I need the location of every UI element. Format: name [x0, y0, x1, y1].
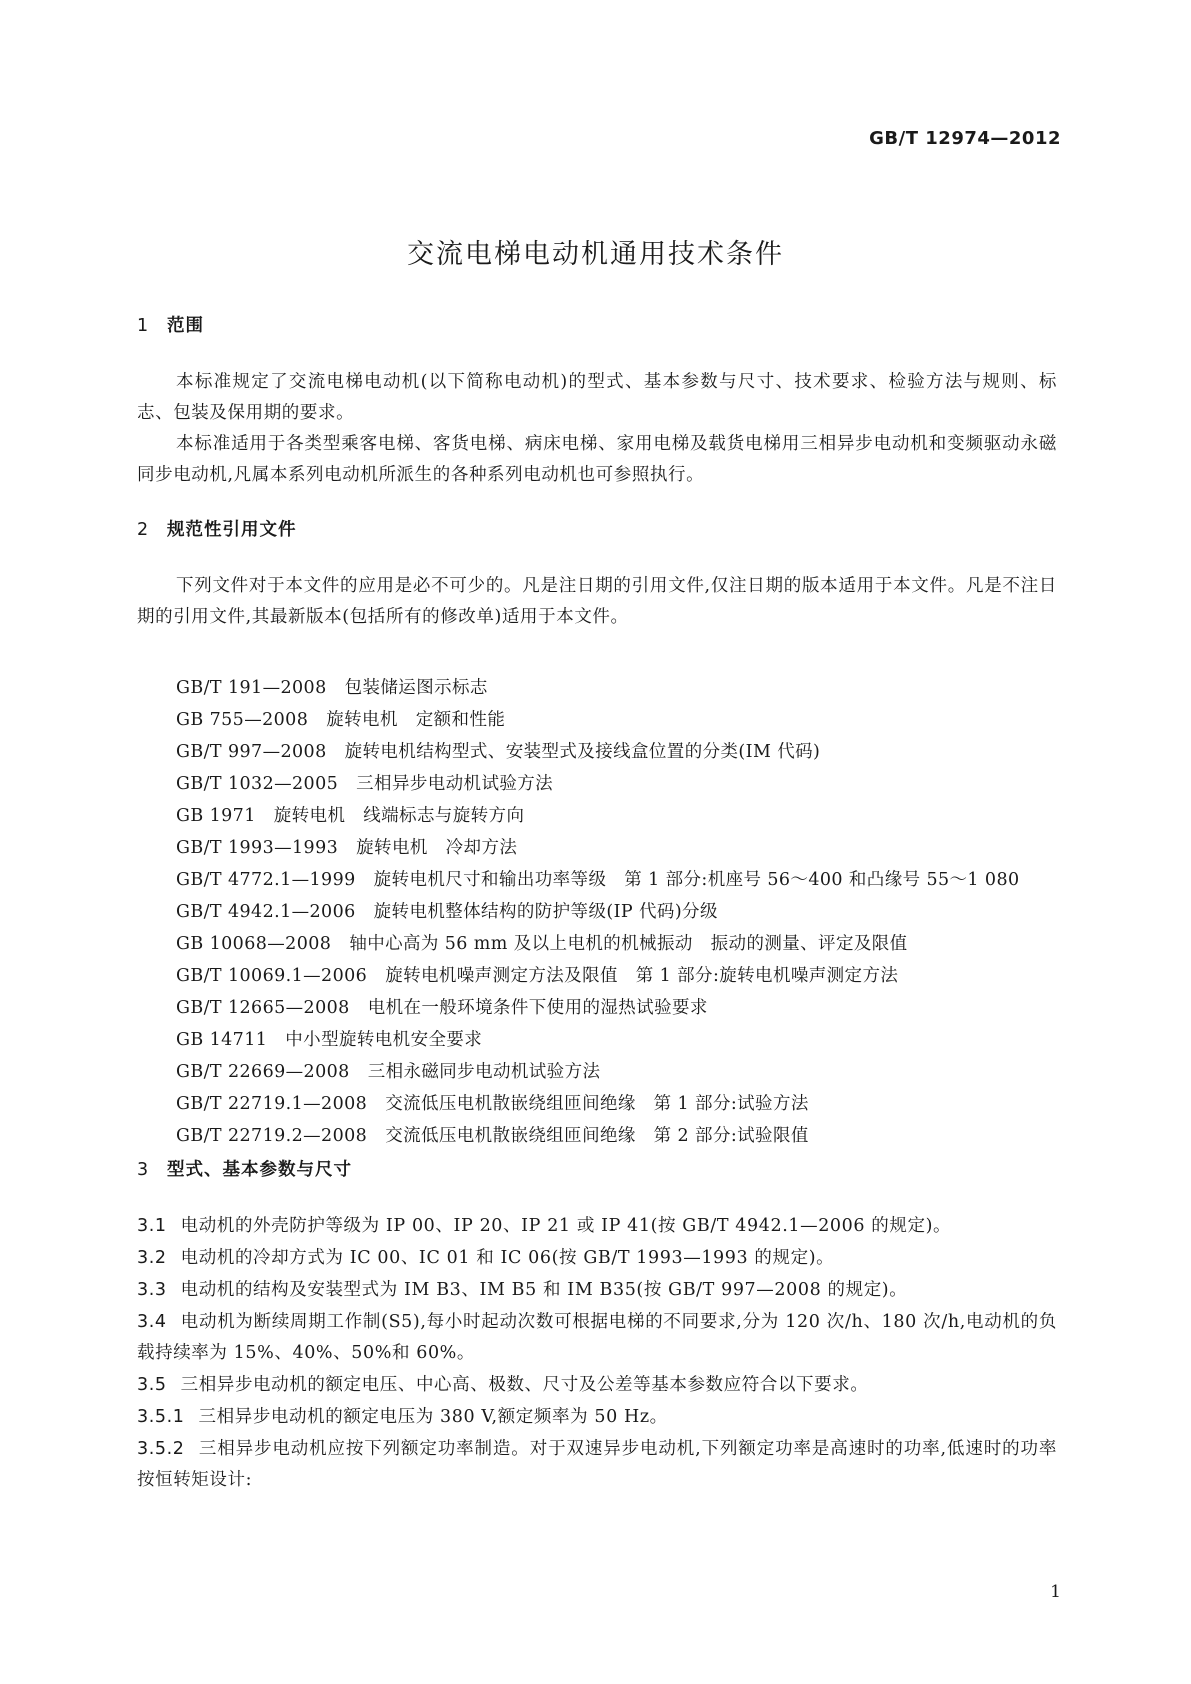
reference-item	[176, 1056, 1020, 1088]
clause-text: 三相异步电动机应按下列额定功率制造。对于双速异步电动机,下列额定功率是高速时的功率,低速时的功率按恒转矩设计:	[137, 1439, 1057, 1490]
clause-number: 3.5	[137, 1375, 167, 1395]
scope-paragraph-2: 本标准适用于各类型乘客电梯、客货电梯、病床电梯、家用电梯及载货电梯用三相异步电动机和变频驱动永磁同步电动机,凡属本系列电动机所派生的各种系列电动机也可参照执行。	[137, 434, 1057, 485]
reference-item	[176, 1120, 1020, 1152]
reference-title: 三相永磁同步电动机试验方法	[367, 1062, 601, 1082]
clause-3-5	[137, 1370, 1057, 1401]
clause-number: 3.4	[137, 1312, 167, 1332]
reference-title: 旋转电机尺寸和输出功率等级 第 1 部分:机座号 56～400 和凸缘号 55～1 080	[373, 870, 1020, 890]
reference-code: GB/T 22669—2008	[176, 1062, 350, 1082]
reference-code: GB 755—2008	[176, 710, 309, 730]
reference-title: 旋转电机 定额和性能	[326, 710, 506, 730]
reference-item	[176, 992, 1020, 1024]
section-title: 范围	[167, 316, 204, 336]
scope-paragraph-1: 本标准规定了交流电梯电动机(以下简称电动机)的型式、基本参数与尺寸、技术要求、检验方法与规则、标志、包装及保用期的要求。	[137, 372, 1057, 423]
reference-code: GB/T 10069.1—2006	[176, 966, 368, 986]
clause-number: 3.2	[137, 1248, 167, 1268]
reference-code: GB/T 22719.1—2008	[176, 1094, 368, 1114]
clause-3-2	[137, 1243, 1057, 1274]
section-number: 1	[137, 316, 150, 336]
reference-code: GB/T 4772.1—1999	[176, 870, 356, 890]
clause-3-3	[137, 1275, 1057, 1306]
reference-title: 旋转电机噪声测定方法及限值 第 1 部分:旋转电机噪声测定方法	[385, 966, 899, 986]
reference-item	[176, 896, 1020, 928]
clause-3-5-1	[137, 1402, 1057, 1433]
document-title: 交流电梯电动机通用技术条件	[407, 239, 784, 270]
reference-item	[176, 864, 1020, 896]
reference-code: GB 14711	[176, 1030, 268, 1050]
section-number: 2	[137, 520, 150, 540]
section-title: 型式、基本参数与尺寸	[167, 1160, 352, 1180]
clause-text: 电动机为断续周期工作制(S5),每小时起动次数可根据电梯的不同要求,分为 120 次/h、180 次/h,电动机的负载持续率为 15%、40%、50%和 60%。	[137, 1312, 1057, 1363]
reference-code: GB/T 1032—2005	[176, 774, 339, 794]
clause-number: 3.3	[137, 1280, 167, 1300]
reference-code: GB/T 4942.1—2006	[176, 902, 356, 922]
clause-text: 三相异步电动机的额定电压为 380 V,额定频率为 50 Hz。	[198, 1407, 668, 1427]
reference-item	[176, 768, 1020, 800]
clause-text: 三相异步电动机的额定电压、中心高、极数、尺寸及公差等基本参数应符合以下要求。	[180, 1375, 869, 1395]
reference-title: 交流低压电机散嵌绕组匝间绝缘 第 1 部分:试验方法	[385, 1094, 809, 1114]
reference-code: GB 1971	[176, 806, 256, 826]
section-heading-normative-references	[137, 516, 297, 541]
reference-title: 轴中心高为 56 mm 及以上电机的机械振动 振动的测量、评定及限值	[349, 934, 908, 954]
section-title: 规范性引用文件	[167, 520, 297, 540]
reference-item	[176, 800, 1020, 832]
reference-title: 包装储运图示标志	[344, 678, 488, 698]
reference-code: GB/T 12665—2008	[176, 998, 350, 1018]
reference-title: 旋转电机整体结构的防护等级(IP 代码)分级	[373, 902, 718, 922]
section-number: 3	[137, 1160, 150, 1180]
reference-code: GB 10068—2008	[176, 934, 332, 954]
clause-text: 电动机的冷却方式为 IC 00、IC 01 和 IC 06(按 GB/T 1993—1993 的规定)。	[180, 1248, 835, 1268]
reference-title: 中小型旋转电机安全要求	[285, 1030, 483, 1050]
clause-3-1	[137, 1211, 1057, 1242]
reference-item	[176, 704, 1020, 736]
clause-3-4	[137, 1307, 1057, 1369]
clause-3-5-2	[137, 1434, 1057, 1496]
reference-code: GB/T 22719.2—2008	[176, 1126, 368, 1146]
reference-item	[176, 1088, 1020, 1120]
document-code: GB/T 12974—2012	[869, 128, 1061, 149]
reference-title: 旋转电机 冷却方法	[356, 838, 518, 858]
reference-list	[176, 672, 1020, 1152]
reference-title: 旋转电机结构型式、安装型式及接线盒位置的分类(IM 代码)	[344, 742, 821, 762]
reference-item	[176, 928, 1020, 960]
reference-title: 旋转电机 线端标志与旋转方向	[273, 806, 525, 826]
section-heading-types-parameters	[137, 1156, 352, 1181]
reference-item	[176, 672, 1020, 704]
reference-title: 电机在一般环境条件下使用的湿热试验要求	[367, 998, 708, 1018]
reference-item	[176, 1024, 1020, 1056]
reference-code: GB/T 1993—1993	[176, 838, 339, 858]
reference-item	[176, 832, 1020, 864]
reference-code: GB/T 191—2008	[176, 678, 327, 698]
clause-number: 3.5.2	[137, 1439, 185, 1459]
clause-number: 3.1	[137, 1216, 167, 1236]
reference-item	[176, 736, 1020, 768]
reference-code: GB/T 997—2008	[176, 742, 327, 762]
reference-title: 三相异步电动机试验方法	[356, 774, 554, 794]
page-number: 1	[1050, 1582, 1061, 1602]
clause-text: 电动机的结构及安装型式为 IM B3、IM B5 和 IM B35(按 GB/T 997—2008 的规定)。	[180, 1280, 908, 1300]
reference-title: 交流低压电机散嵌绕组匝间绝缘 第 2 部分:试验限值	[385, 1126, 809, 1146]
clause-text: 电动机的外壳防护等级为 IP 00、IP 20、IP 21 或 IP 41(按 GB/T 4942.1—2006 的规定)。	[180, 1216, 952, 1236]
references-intro: 下列文件对于本文件的应用是必不可少的。凡是注日期的引用文件,仅注日期的版本适用于本文件。凡是不注日期的引用文件,其最新版本(包括所有的修改单)适用于本文件。	[137, 576, 1057, 627]
reference-item	[176, 960, 1020, 992]
section-heading-scope	[137, 312, 204, 337]
clause-number: 3.5.1	[137, 1407, 185, 1427]
